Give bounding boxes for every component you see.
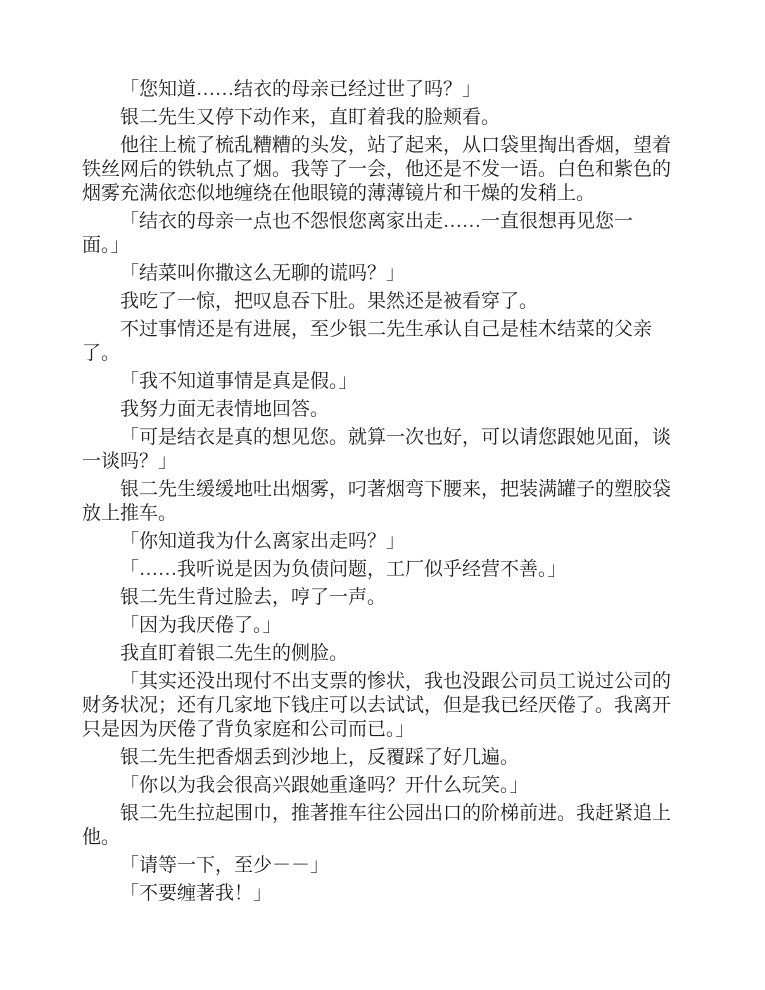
text-line: 只是因为厌倦了背负家庭和公司而已。」	[82, 719, 415, 740]
paragraph	[82, 746, 694, 770]
paragraph	[82, 774, 694, 798]
text-line: 面。」	[82, 235, 130, 256]
paragraph	[82, 426, 694, 474]
paragraph	[82, 854, 694, 878]
text-line: 烟雾充满依恋似地缠绕在他眼镜的薄薄镜片和干燥的发稍上。	[82, 183, 596, 204]
text-line: 银二先生又停下动作来，直盯着我的脸颊看。	[120, 107, 501, 128]
text-line: 我吃了一惊，把叹息吞下肚。果然还是被看穿了。	[120, 291, 539, 312]
text-line: 「……我听说是因为负债问题，工厂似乎经营不善。」	[120, 559, 567, 580]
text-line: 财务状况；还有几家地下钱庄可以去试试，但是我已经厌倦了。我离开	[82, 695, 672, 716]
text-line: 「请等一下，至少－－」	[120, 855, 330, 876]
paragraph	[82, 106, 694, 130]
paragraph	[82, 586, 694, 610]
paragraph	[82, 530, 694, 554]
text-line: 「可是结衣是真的想见您。就算一次也好，可以请您跟她见面，谈	[120, 427, 672, 448]
text-line: 我直盯着银二先生的侧脸。	[120, 643, 349, 664]
text-line: 「我不知道事情是真是假。」	[120, 371, 358, 392]
text-line: 银二先生缓缓地吐出烟雾，叼著烟弯下腰来，把装满罐子的塑胶袋	[120, 479, 672, 500]
paragraph	[82, 802, 694, 850]
text-line: 他往上梳了梳乱糟糟的头发，站了起来，从口袋里掏出香烟，望着	[120, 135, 672, 156]
text-line: 「你以为我会很高兴跟她重逢吗？开什么玩笑。」	[120, 775, 529, 796]
text-line: 了。	[82, 343, 121, 364]
text-line: 他。	[82, 827, 121, 848]
paragraph	[82, 642, 694, 666]
paragraph	[82, 134, 694, 206]
paragraph	[82, 614, 694, 638]
text-line: 「结菜叫你撒这么无聊的谎吗？」	[120, 263, 406, 284]
paragraph	[82, 398, 694, 422]
text-line: 「结衣的母亲一点也不怨恨您离家出走……一直很想再见您一	[120, 211, 634, 232]
paragraph	[82, 882, 694, 906]
paragraph	[82, 78, 694, 102]
paragraph	[82, 290, 694, 314]
paragraph	[82, 210, 694, 258]
text-line: 「因为我厌倦了。」	[120, 615, 282, 636]
text-line: 银二先生把香烟丢到沙地上，反覆踩了好几遍。	[120, 747, 520, 768]
paragraph	[82, 318, 694, 366]
text-line: 放上推车。	[82, 503, 178, 524]
text-line: 银二先生拉起围巾，推著推车往公园出口的阶梯前进。我赶紧追上	[120, 803, 672, 824]
paragraph	[82, 670, 694, 742]
text-line: 「不要缠著我！」	[120, 883, 273, 904]
text-line: 铁丝网后的铁轨点了烟。我等了一会，他还是不发一语。白色和紫色的	[82, 159, 672, 180]
text-line: 不过事情还是有进展，至少银二先生承认自己是桂木结菜的父亲	[120, 319, 653, 340]
paragraph	[82, 478, 694, 526]
paragraph	[82, 558, 694, 582]
text-line: 我努力面无表情地回答。	[120, 399, 330, 420]
text-line: 「你知道我为什么离家出走吗？」	[120, 531, 406, 552]
text-line: 「您知道……结衣的母亲已经过世了吗？」	[120, 79, 482, 100]
paragraph	[82, 262, 694, 286]
text-line: 银二先生背过脸去，哼了一声。	[120, 587, 387, 608]
text-block	[82, 78, 694, 910]
text-line: 一谈吗？」	[82, 451, 178, 472]
paragraph	[82, 370, 694, 394]
text-line: 「其实还没出现付不出支票的惨状，我也没跟公司员工说过公司的	[120, 671, 672, 692]
